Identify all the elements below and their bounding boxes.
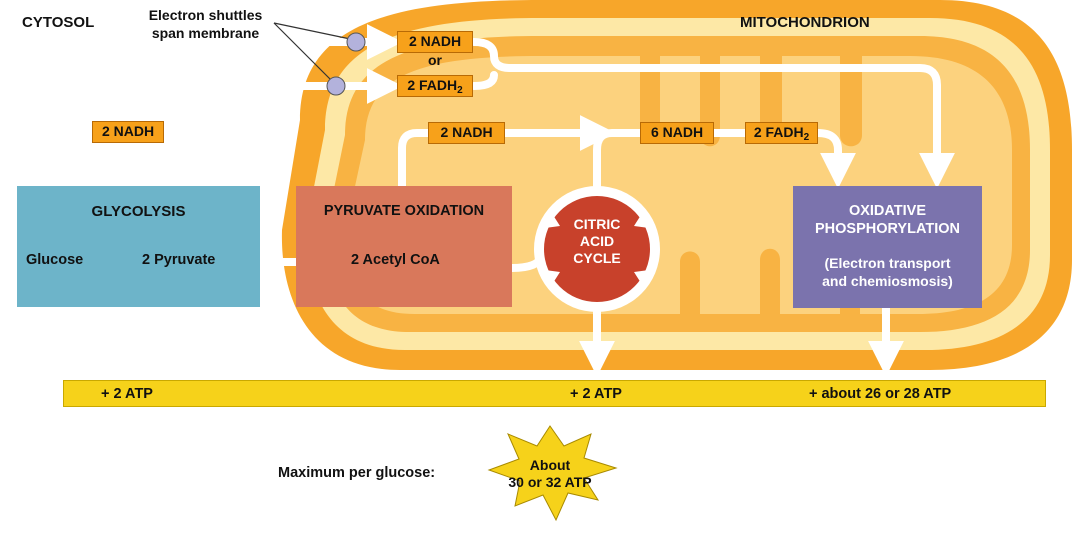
shuttles-line-2: span membrane [151, 25, 260, 41]
tag-fadh-shuttle [397, 75, 473, 97]
pyruvate-oxidation-title: PYRUVATE OXIDATION [323, 203, 485, 219]
tag-nadh-pyruvate: 2 NADH [428, 122, 505, 144]
oxphos-title-line-2: PHOSPHORYLATION [814, 221, 960, 237]
oxphos-sub-line-1: (Electron transport [824, 255, 951, 271]
cytosol-label: CYTOSOL [22, 14, 95, 31]
oxphos-box [793, 186, 982, 308]
oxphos-subtitle [793, 254, 982, 290]
tag-nadh-glycolysis: 2 NADH [92, 121, 164, 143]
max-line-2: 30 or 32 ATP [508, 474, 592, 490]
cycle-line-1: CITRIC [573, 216, 621, 232]
tag-nadh-shuttle: 2 NADH [397, 31, 473, 53]
max-line-1: About [529, 457, 571, 473]
pyruvate-oxidation-box [296, 186, 512, 307]
glucose-label: Glucose [26, 252, 84, 268]
glycolysis-box [17, 186, 260, 307]
max-per-glucose-label: Maximum per glucose: [278, 465, 436, 481]
citric-acid-cycle-label [557, 216, 637, 267]
max-atp-value [498, 457, 602, 491]
cycle-line-2: ACID [579, 233, 615, 249]
subscript-2: 2 [457, 85, 463, 96]
acetyl-coa-label: 2 Acetyl CoA [351, 252, 440, 268]
oxphos-sub-line-2: and chemiosmosis) [822, 273, 953, 289]
atp-cycle: + 2 ATP [570, 386, 622, 402]
mitochondrion-label: MITOCHONDRION [740, 14, 870, 31]
tag-nadh-cycle: 6 NADH [640, 122, 714, 144]
tag-fadh-cycle-text: 2 FADH [753, 124, 804, 140]
or-label: or [428, 52, 442, 68]
electron-shuttles-label [128, 6, 283, 42]
tag-fadh-shuttle-text: 2 FADH [407, 77, 458, 93]
cycle-line-3: CYCLE [573, 250, 621, 266]
oxphos-title-line-1: OXIDATIVE [848, 203, 927, 219]
glycolysis-title: GLYCOLYSIS [91, 203, 186, 220]
pyruvate-label: 2 Pyruvate [142, 252, 216, 268]
shuttles-line-1: Electron shuttles [148, 7, 263, 23]
atp-oxphos: + about 26 or 28 ATP [809, 386, 952, 402]
atp-glycolysis: + 2 ATP [101, 386, 153, 402]
tag-fadh-cycle [745, 122, 818, 144]
subscript-2: 2 [803, 132, 810, 143]
atp-bar [63, 380, 1046, 407]
oxphos-title [793, 202, 982, 238]
